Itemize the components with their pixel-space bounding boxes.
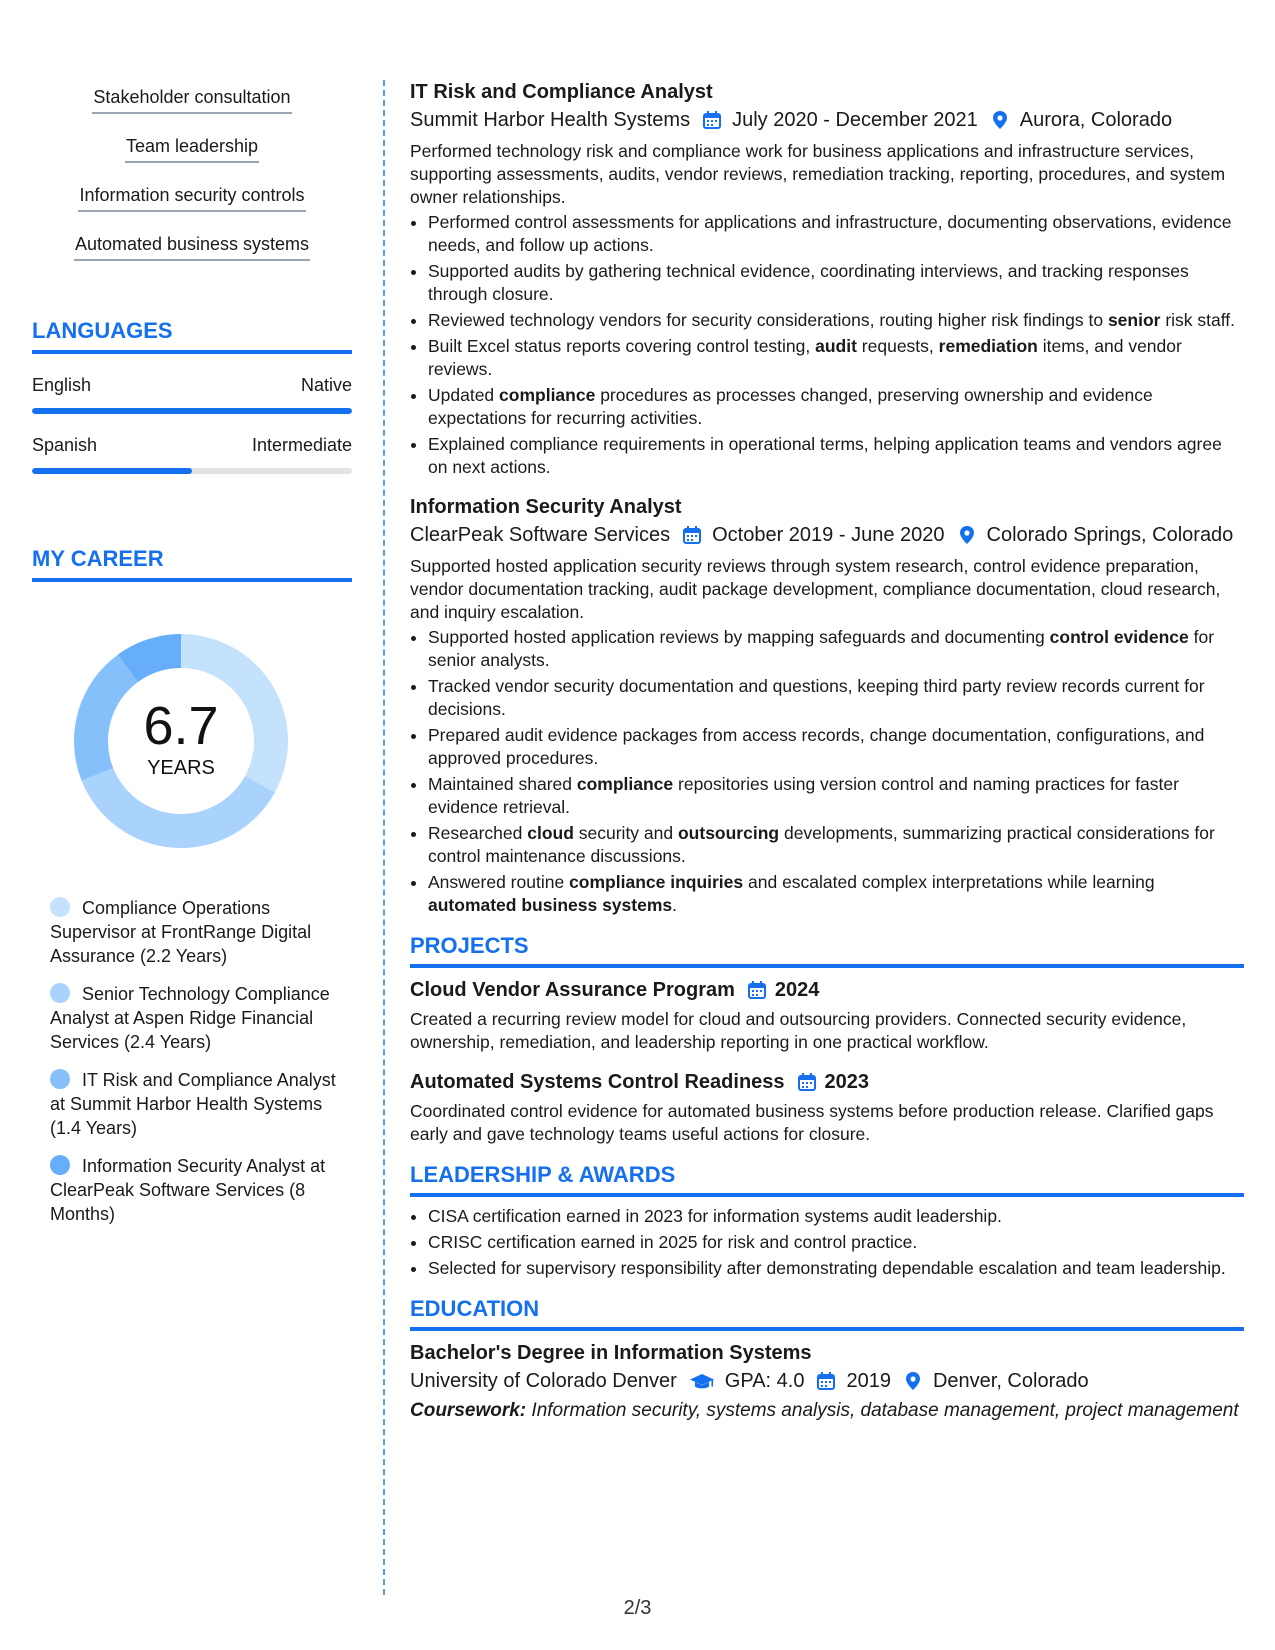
bullet-item: • Supported hosted application reviews by mapping safeguards and documenting control evidence for senior analysts.: [428, 626, 1244, 672]
career-legend-item: [50, 982, 352, 1054]
career-role-text: IT Risk and Compliance Analyst at Summit Harbor Health Systems (1.4 Years): [50, 1070, 336, 1138]
bullet-item: • Supported audits by gathering technical evidence, coordinating interviews, and tracking responses through closure.: [428, 260, 1244, 306]
career-role-text: Compliance Operations Supervisor at FrontRange Digital Assurance (2.2 Years): [50, 898, 312, 966]
location-pin-icon: [903, 1371, 923, 1391]
project-year: 2024: [774, 979, 820, 1001]
language-level-fill: [32, 468, 192, 474]
education-gpa: GPA: 4.0: [724, 1370, 805, 1392]
coursework-label: Coursework:: [410, 1400, 527, 1421]
degree-title: Bachelor's Degree in Information Systems: [410, 1342, 812, 1364]
career-heading: MY CAREER: [32, 544, 352, 582]
education-entry: [410, 1339, 1244, 1423]
awards-list: [410, 1205, 1244, 1280]
career-donut: [66, 626, 296, 856]
company-name: ClearPeak Software Services: [410, 524, 671, 546]
bullet-item: • Updated compliance procedures as processes changed, preserving ownership and evidence expectations for recurring activities.: [428, 384, 1244, 430]
legend-dot: [50, 1069, 70, 1089]
sidebar: [32, 78, 352, 1240]
skills-list: [32, 78, 352, 274]
language-item: [32, 372, 352, 414]
bullet-item: • Tracked vendor security documentation and questions, keeping third party review records current for decisions.: [428, 675, 1244, 721]
language-level: Intermediate: [251, 435, 352, 455]
education-location: Denver, Colorado: [932, 1370, 1089, 1392]
skill-item: Stakeholder consultation: [92, 84, 291, 114]
bullet-item: • Explained compliance requirements in operational terms, helping application teams and vendors agree on next actions.: [428, 433, 1244, 479]
main-content: [410, 78, 1244, 1423]
award-item: • CRISC certification earned in 2025 for risk and control practice.: [428, 1231, 1244, 1254]
languages-heading: LANGUAGES: [32, 316, 352, 354]
calendar-icon: [797, 1072, 817, 1092]
bullet-item: • Maintained shared compliance repositories using version control and naming practices for faster evidence retrieval.: [428, 773, 1244, 819]
career-role-text: Senior Technology Compliance Analyst at Aspen Ridge Financial Services (2.4 Years): [50, 984, 330, 1052]
coursework: [410, 1399, 1244, 1423]
awards-heading: LEADERSHIP & AWARDS: [410, 1160, 1244, 1197]
page-number: 2/3: [623, 1597, 652, 1619]
legend-dot: [50, 897, 70, 917]
job-summary: Supported hosted application security reviews through system research, control evidence preparation, vendor documentation tracking, audit package development, compliance documentation, cloud research, and inquiry escalation.: [410, 556, 1221, 622]
project-desc: Created a recurring review model for cloud and outsourcing providers. Connected security evidence, ownership, remediation, and leadership reporting in one practical workflow.: [410, 1009, 1187, 1052]
skill-item: Information security controls: [78, 182, 305, 212]
calendar-icon: [747, 980, 767, 1000]
career-section: [32, 544, 352, 1226]
education-year: 2019: [846, 1370, 891, 1392]
career-legend-item: [50, 1068, 352, 1140]
experience-entry: [410, 78, 1244, 479]
career-total-unit: YEARS: [147, 757, 215, 779]
calendar-icon: [682, 525, 702, 545]
languages-section: [32, 316, 352, 474]
bullet-item: • Built Excel status reports covering control testing, audit requests, remediation items, and vendor reviews.: [428, 335, 1244, 381]
job-location: Aurora, Colorado: [1019, 109, 1173, 131]
language-level-fill: [32, 408, 352, 414]
career-role-text: Information Security Analyst at ClearPeak Software Services (8 Months): [50, 1156, 326, 1224]
bullet-item: • Reviewed technology vendors for security considerations, routing higher risk findings to senior risk staff.: [428, 309, 1244, 332]
job-meta: [410, 106, 1244, 134]
project-year: 2023: [824, 1071, 870, 1093]
project-entry: [410, 1068, 1244, 1146]
language-level-bar: [32, 408, 352, 414]
school-name: University of Colorado Denver: [410, 1370, 677, 1392]
column-divider: [383, 80, 385, 1595]
job-dates: October 2019 - June 2020: [712, 524, 945, 546]
project-title: Cloud Vendor Assurance Program: [410, 979, 735, 1001]
job-title: Information Security Analyst: [410, 496, 682, 518]
location-pin-icon: [957, 525, 977, 545]
job-meta: [410, 521, 1244, 549]
career-legend: [50, 896, 352, 1226]
experience-entry: [410, 493, 1244, 917]
job-bullets: [410, 626, 1244, 917]
language-item: [32, 432, 352, 474]
location-pin-icon: [990, 110, 1010, 130]
job-location: Colorado Springs, Colorado: [986, 524, 1234, 546]
bullet-item: • Prepared audit evidence packages from access records, change documentation, configurations, and approved procedures.: [428, 724, 1244, 770]
skill-item: Team leadership: [125, 133, 259, 163]
bullet-item: • Answered routine compliance inquiries and escalated complex interpretations while learning automated business systems.: [428, 871, 1244, 917]
career-total-years: 6.7: [143, 696, 219, 756]
career-legend-item: [50, 896, 352, 968]
company-name: Summit Harbor Health Systems: [410, 109, 691, 131]
language-name: English: [32, 375, 92, 395]
language-level: Native: [300, 375, 352, 395]
legend-dot: [50, 983, 70, 1003]
calendar-icon: [702, 110, 722, 130]
language-name: Spanish: [32, 435, 98, 455]
project-title: Automated Systems Control Readiness: [410, 1071, 785, 1093]
award-item: • Selected for supervisory responsibility after demonstrating dependable escalation and team leadership.: [428, 1257, 1244, 1280]
graduation-cap-icon: [689, 1371, 715, 1391]
bullet-item: • Researched cloud security and outsourcing developments, summarizing practical considerations for control maintenance discussions.: [428, 822, 1244, 868]
job-bullets: [410, 211, 1244, 479]
skill-item: Automated business systems: [74, 231, 310, 261]
calendar-icon: [816, 1371, 836, 1391]
legend-dot: [50, 1155, 70, 1175]
language-level-bar: [32, 468, 352, 474]
bullet-item: • Performed control assessments for applications and infrastructure, documenting observations, evidence needs, and follow up actions.: [428, 211, 1244, 257]
project-desc: Coordinated control evidence for automated business systems before production release. Clarified gaps early and gave technology teams useful actions for closure.: [410, 1101, 1214, 1144]
education-heading: EDUCATION: [410, 1294, 1244, 1331]
job-title: IT Risk and Compliance Analyst: [410, 81, 713, 103]
coursework-text: Information security, systems analysis, database management, project management: [531, 1400, 1239, 1421]
education-meta: [410, 1367, 1244, 1395]
career-legend-item: [50, 1154, 352, 1226]
award-item: • CISA certification earned in 2023 for information systems audit leadership.: [428, 1205, 1244, 1228]
job-dates: July 2020 - December 2021: [732, 109, 978, 131]
project-entry: [410, 976, 1244, 1054]
projects-heading: PROJECTS: [410, 931, 1244, 968]
job-summary: Performed technology risk and compliance work for business applications and infrastructure services, supporting assessments, audits, vendor reviews, remediation tracking, reporting, procedures, and system owner relationships.: [410, 141, 1226, 207]
